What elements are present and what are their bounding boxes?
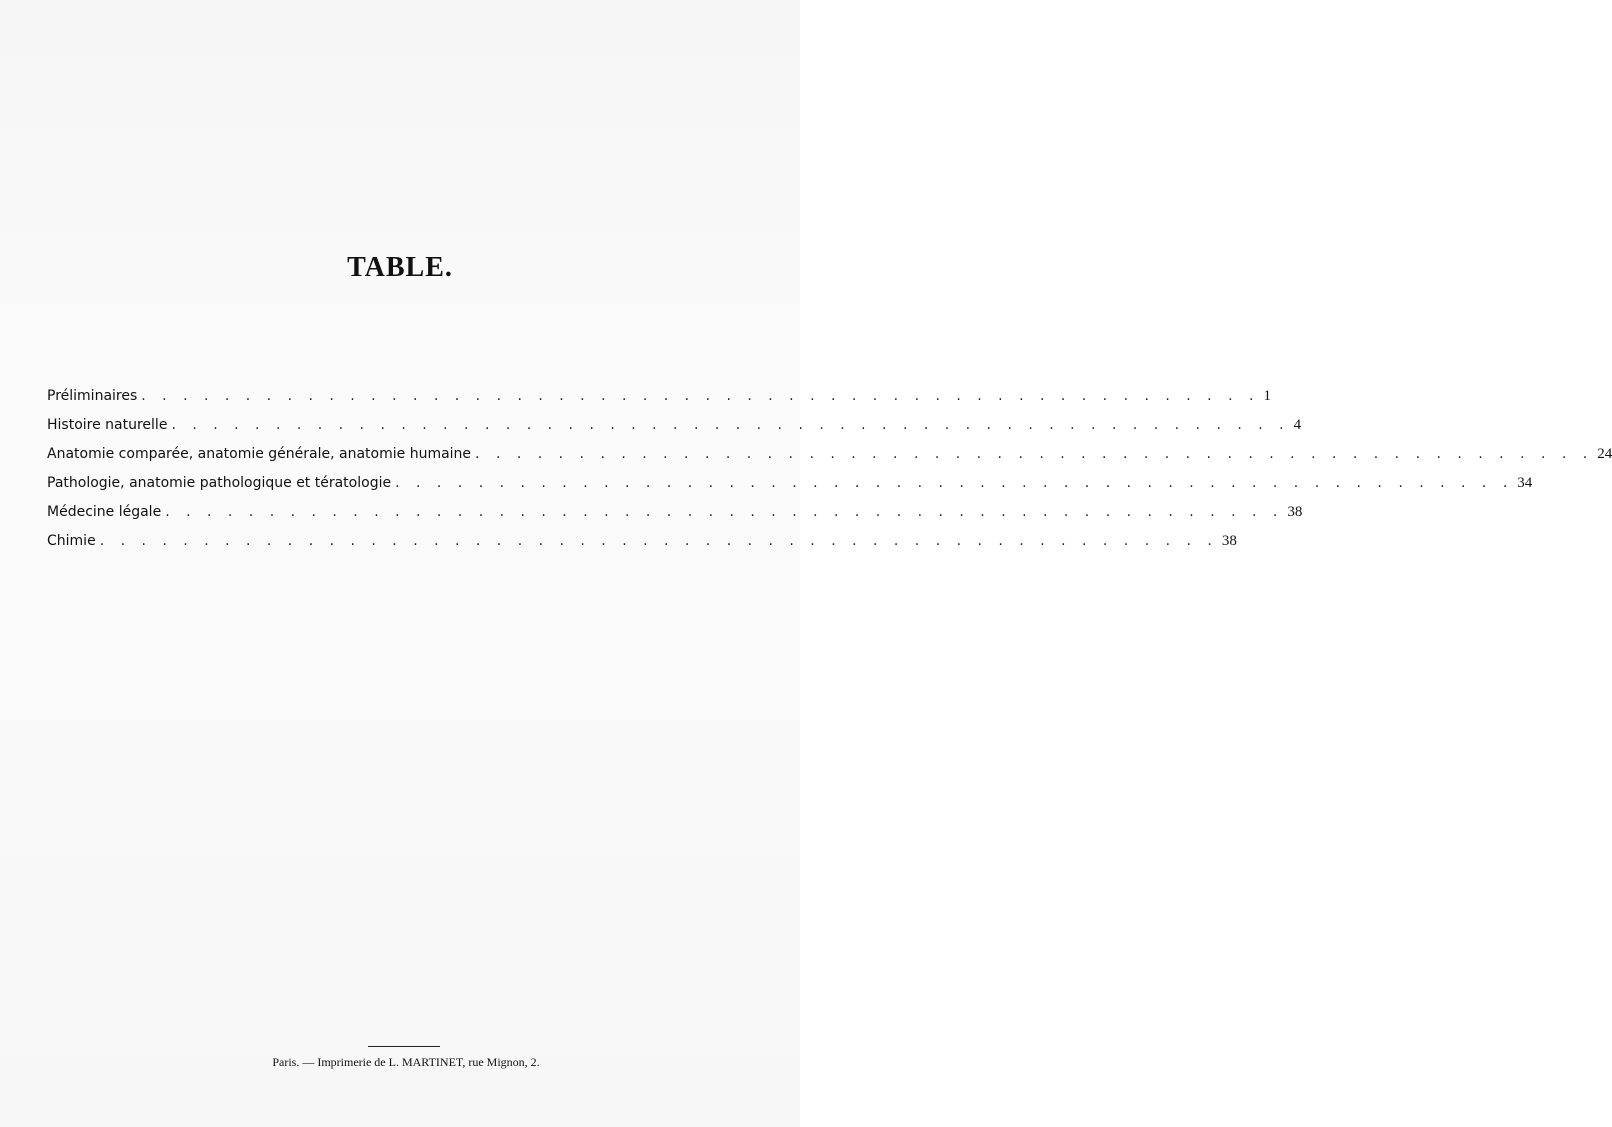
dot-leader: . . . . . . . . . . . . . . . . . . . . . . . . . . . . . . . . . . . . . . . . . . . . . . . . . . . . . . [141, 388, 1260, 404]
toc-entry-label: Histoire naturelle [47, 417, 168, 433]
toc-entry [47, 388, 1271, 417]
page-title: TABLE. [347, 252, 453, 283]
toc-entry-label: Préliminaires [47, 388, 138, 404]
dot-leader: . . . . . . . . . . . . . . . . . . . . . . . . . . . . . . . . . . . . . . . . . . . . . . . . . . . . . . [395, 475, 1514, 491]
table-of-contents [47, 388, 1612, 562]
toc-entry [47, 417, 1302, 446]
toc-entry-page: 24 [1597, 446, 1612, 462]
toc-entry-page: 1 [1263, 388, 1271, 404]
toc-entry-label: Anatomie comparée, anatomie générale, anatomie humaine [47, 446, 472, 462]
dot-leader: . . . . . . . . . . . . . . . . . . . . . . . . . . . . . . . . . . . . . . . . . . . . . . . . . . . . . . [165, 504, 1284, 520]
dot-leader: . . . . . . . . . . . . . . . . . . . . . . . . . . . . . . . . . . . . . . . . . . . . . . . . . . . . . . [99, 533, 1218, 549]
toc-entry [47, 533, 1237, 562]
horizontal-rule [368, 1046, 440, 1047]
dot-leader: . . . . . . . . . . . . . . . . . . . . . . . . . . . . . . . . . . . . . . . . . . . . . . . . . . . . . . [171, 417, 1290, 433]
toc-entry-label: Pathologie, anatomie pathologique et tératologie [47, 475, 392, 491]
toc-entry [47, 504, 1303, 533]
printer-imprint: Paris. — Imprimerie de L. MARTINET, rue Mignon, 2. [272, 1055, 540, 1069]
toc-entry [47, 446, 1612, 475]
toc-entry-label: Chimie [47, 533, 96, 549]
toc-entry-label: Médecine légale [47, 504, 162, 520]
toc-entry-page: 34 [1517, 475, 1533, 491]
toc-entry-page: 38 [1221, 533, 1237, 549]
dot-leader: . . . . . . . . . . . . . . . . . . . . . . . . . . . . . . . . . . . . . . . . . . . . . . . . . . . . . . [475, 446, 1594, 462]
toc-entry-page: 38 [1287, 504, 1303, 520]
toc-entry-page: 4 [1293, 417, 1302, 433]
toc-entry [47, 475, 1533, 504]
